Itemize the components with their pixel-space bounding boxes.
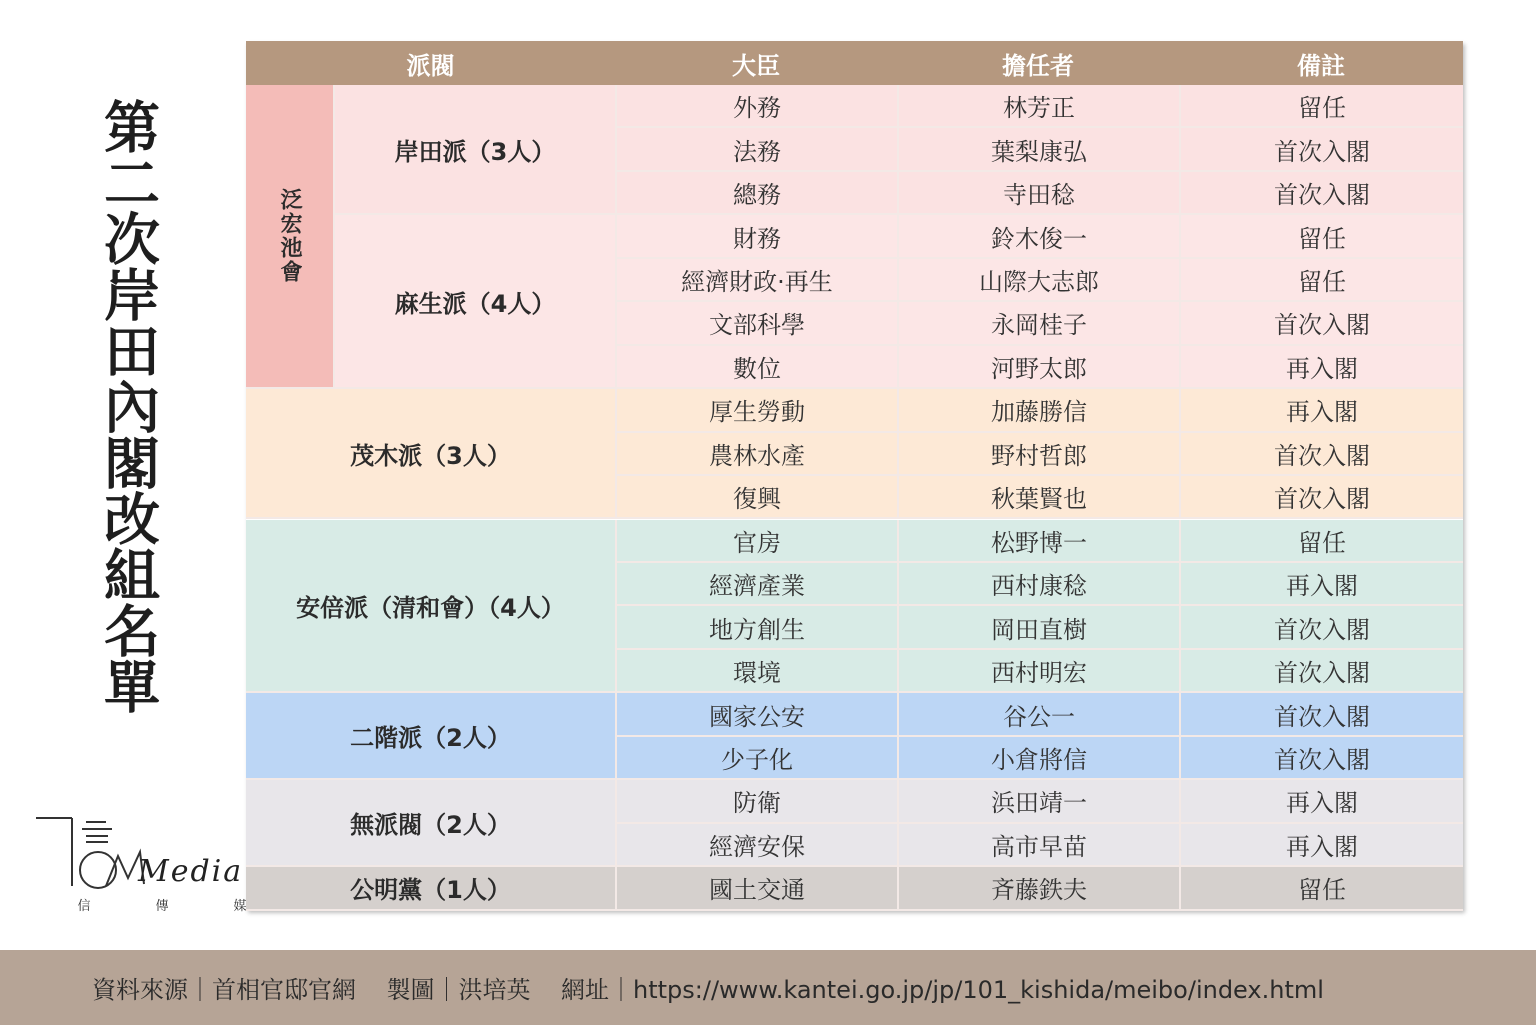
row-0-holder: 林芳正 (897, 85, 1179, 128)
row-3-note: 留任 (1179, 215, 1463, 258)
row-4-minister: 經濟財政·再生 (615, 259, 897, 302)
super-group-label: 泛宏池會 (277, 188, 302, 285)
faction-cell-3: 安倍派（清和會）（4人） (246, 520, 615, 694)
row-15-minister: 少子化 (615, 737, 897, 780)
row-4-note: 留任 (1179, 259, 1463, 302)
row-7-note: 再入閣 (1179, 389, 1463, 432)
logo-sub-1: 信 (77, 899, 91, 914)
row-13-minister: 環境 (615, 650, 897, 693)
row-11-minister: 經濟產業 (615, 563, 897, 606)
row-14-minister: 國家公安 (615, 693, 897, 736)
row-12-holder: 岡田直樹 (897, 606, 1179, 649)
row-16-note: 再入閣 (1179, 780, 1463, 823)
row-15-holder: 小倉將信 (897, 737, 1179, 780)
row-10-note: 留任 (1179, 520, 1463, 563)
page-title: 第二次岸田內閣改組名單 (95, 98, 160, 714)
row-3-minister: 財務 (615, 215, 897, 258)
row-9-minister: 復興 (615, 476, 897, 519)
row-14-note: 首次入閣 (1179, 693, 1463, 736)
faction-cell-0: 岸田派（3人） (333, 85, 615, 215)
row-8-note: 首次入閣 (1179, 433, 1463, 476)
row-18-minister: 國土交通 (615, 867, 897, 910)
logo-sub-3: 媒 (233, 899, 247, 914)
row-2-minister: 總務 (615, 172, 897, 215)
row-6-holder: 河野太郎 (897, 346, 1179, 389)
header-cell-3: 備註 (1179, 41, 1463, 85)
row-2-note: 首次入閣 (1179, 172, 1463, 215)
row-1-note: 首次入閣 (1179, 128, 1463, 171)
row-16-holder: 浜田靖一 (897, 780, 1179, 823)
super-group-cell (246, 85, 333, 389)
header-cell-0: 派閥 (246, 41, 615, 85)
row-0-minister: 外務 (615, 85, 897, 128)
faction-cell-5: 無派閥（2人） (246, 780, 615, 867)
header-cell-1: 大臣 (615, 41, 897, 85)
logo-sub-2: 傳 (155, 899, 169, 914)
footer (0, 950, 1536, 1025)
faction-cell-4: 二階派（2人） (246, 693, 615, 780)
row-7-minister: 厚生勞動 (615, 389, 897, 432)
row-8-minister: 農林水產 (615, 433, 897, 476)
row-5-note: 首次入閣 (1179, 302, 1463, 345)
row-0-note: 留任 (1179, 85, 1463, 128)
row-2-holder: 寺田稔 (897, 172, 1179, 215)
row-16-minister: 防衛 (615, 780, 897, 823)
brand-logo (36, 812, 247, 914)
faction-cell-1: 麻生派（4人） (333, 215, 615, 389)
row-7-holder: 加藤勝信 (897, 389, 1179, 432)
footer-source: 資料來源｜首相官邸官網 (92, 976, 356, 1004)
footer-maker: 製圖｜洪培英 (386, 976, 531, 1004)
logo-wordmark: Media (138, 854, 244, 889)
faction-cell-6: 公明黨（1人） (246, 867, 615, 910)
row-9-note: 首次入閣 (1179, 476, 1463, 519)
row-9-holder: 秋葉賢也 (897, 476, 1179, 519)
row-1-holder: 葉梨康弘 (897, 128, 1179, 171)
row-5-minister: 文部科學 (615, 302, 897, 345)
row-12-note: 首次入閣 (1179, 606, 1463, 649)
row-12-minister: 地方創生 (615, 606, 897, 649)
row-10-minister: 官房 (615, 520, 897, 563)
row-17-minister: 經濟安保 (615, 824, 897, 867)
cabinet-table (246, 41, 1463, 910)
row-15-note: 首次入閣 (1179, 737, 1463, 780)
row-17-holder: 高市早苗 (897, 824, 1179, 867)
row-13-note: 首次入閣 (1179, 650, 1463, 693)
row-11-note: 再入閣 (1179, 563, 1463, 606)
faction-cell-2: 茂木派（3人） (246, 389, 615, 519)
row-6-minister: 數位 (615, 346, 897, 389)
logo-subtitle (74, 895, 250, 914)
row-4-holder: 山際大志郎 (897, 259, 1179, 302)
row-13-holder: 西村明宏 (897, 650, 1179, 693)
row-10-holder: 松野博一 (897, 520, 1179, 563)
footer-url: 網址｜https://www.kantei.go.jp/jp/101_kishida/meibo/index.html (561, 976, 1324, 1004)
footer-text (92, 970, 1324, 1005)
row-18-note: 留任 (1179, 867, 1463, 910)
row-3-holder: 鈴木俊一 (897, 215, 1179, 258)
row-8-holder: 野村哲郎 (897, 433, 1179, 476)
row-5-holder: 永岡桂子 (897, 302, 1179, 345)
row-1-minister: 法務 (615, 128, 897, 171)
row-18-holder: 斉藤鉄夫 (897, 867, 1179, 910)
row-6-note: 再入閣 (1179, 346, 1463, 389)
row-14-holder: 谷公一 (897, 693, 1179, 736)
header-cell-2: 擔任者 (897, 41, 1179, 85)
row-11-holder: 西村康稔 (897, 563, 1179, 606)
row-17-note: 再入閣 (1179, 824, 1463, 867)
